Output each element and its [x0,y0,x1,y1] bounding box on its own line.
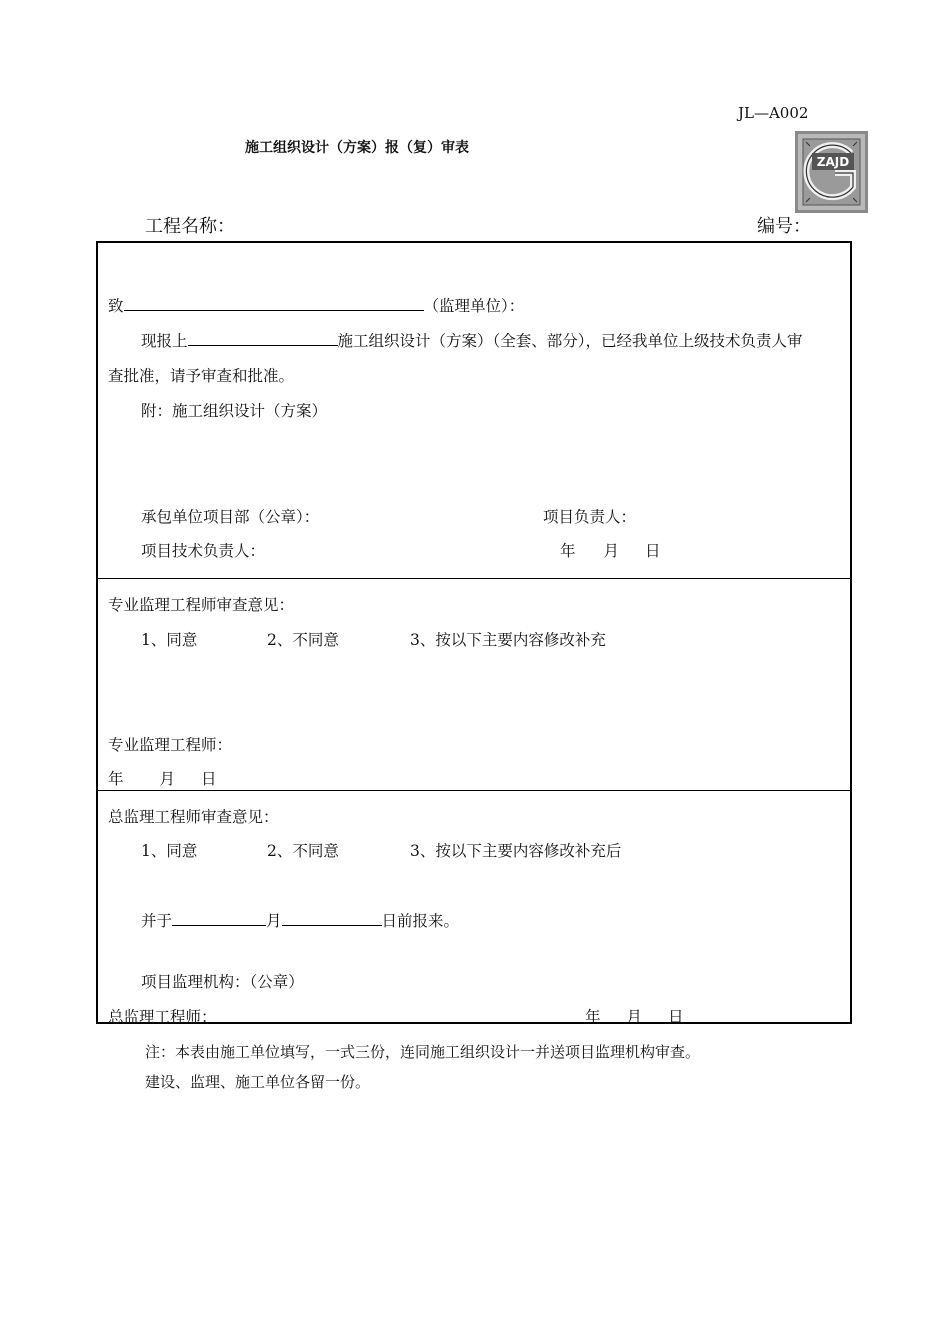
addressee-suffix: （监理单位）： [423,297,525,315]
company-logo [795,131,868,213]
submission-prefix: 现报上 [141,332,188,350]
page-title: 施工组织设计（方案）报（复）审表 [245,140,469,156]
date-month: 月 [159,770,176,788]
chief-review-heading: 总监理工程师审查意见： [108,808,279,826]
addressee-prefix: 致 [108,297,124,315]
date-day: 日 [645,542,661,560]
chief-option-disagree[interactable]: 2、不同意 [267,842,339,860]
addressee-line [108,294,524,316]
contractor-dept-seal: 承包单位项目部（公章）： [141,508,320,526]
project-leader-label: 项目负责人： [543,508,637,526]
section1-date [560,539,661,561]
supervision-unit-blank[interactable] [124,294,424,311]
logo-text: ZAJD [816,155,850,169]
submission-paragraph-line2: 查批准，请予审查和批准。 [108,367,295,385]
date-month: 月 [603,542,620,560]
specialist-review-heading: 专业监理工程师审查意见： [108,596,295,614]
project-name-label: 工程名称： [145,216,235,237]
chief-signer-label: 总监理工程师： [108,1008,217,1026]
serial-number-label: 编号： [757,216,811,237]
deadline-suffix: 日前报来。 [381,912,460,930]
deadline-prefix: 并于 [141,912,173,930]
section2-date [108,767,217,789]
deadline-day-blank[interactable] [282,909,382,926]
date-day: 日 [668,1008,684,1026]
section-divider [98,578,850,579]
submission-suffix: 施工组织设计（方案）（全套、部分），已经我单位上级技术负责人审 [337,332,803,350]
review-form-table [96,241,852,1024]
section-divider [98,790,850,791]
tech-leader-label: 项目技术负责人： [141,542,266,560]
specialist-option-revise[interactable]: 3、按以下主要内容修改补充 [410,631,606,649]
submission-paragraph [141,329,803,351]
attachment-note: 附：施工组织设计（方案） [141,402,328,420]
form-code: JL—A002 [738,104,809,122]
specialist-option-disagree[interactable]: 2、不同意 [267,631,339,649]
specialist-option-agree[interactable]: 1、同意 [141,631,198,649]
deadline-month: 月 [266,912,282,930]
date-day: 日 [201,770,217,788]
specialist-signer-label: 专业监理工程师： [108,736,233,754]
date-year: 年 [108,770,124,788]
date-year: 年 [585,1008,601,1026]
deadline-month-blank[interactable] [172,909,266,926]
chief-option-revise[interactable]: 3、按以下主要内容修改补充后 [410,842,622,860]
date-month: 月 [626,1008,643,1026]
chief-option-agree[interactable]: 1、同意 [141,842,198,860]
supervision-org-seal: 项目监理机构：（公章） [141,973,304,991]
date-year: 年 [560,542,576,560]
footer-note-line1: 注：本表由施工单位填写，一式三份，连同施工组织设计一并送项目监理机构审查。 [145,1043,701,1061]
deadline-line [141,909,459,931]
footer-note-line2: 建设、监理、施工单位各留一份。 [145,1073,371,1091]
section3-date [585,1005,684,1027]
project-blank[interactable] [188,329,338,346]
